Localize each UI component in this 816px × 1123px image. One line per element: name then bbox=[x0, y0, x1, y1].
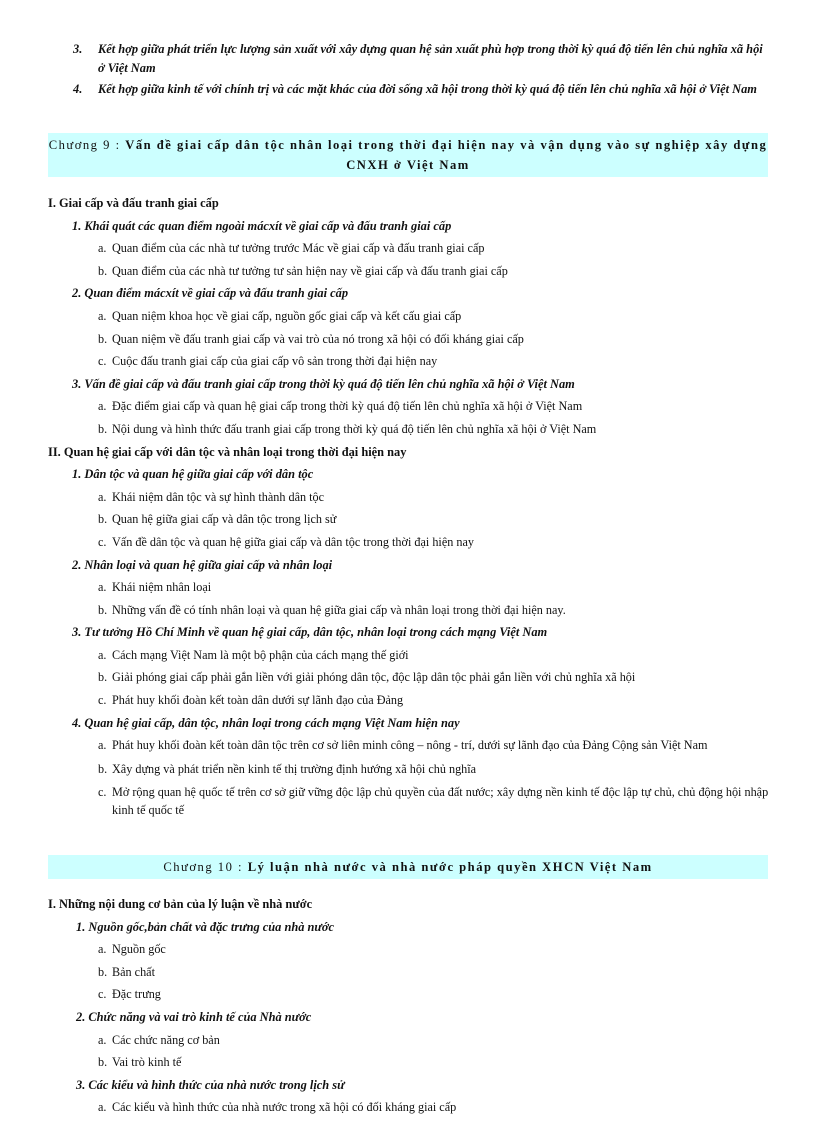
item-number: 4. bbox=[73, 82, 83, 96]
subsection-heading: 4. Quan hệ giai cấp, dân tộc, nhân loại trong cách mạng Việt Nam hiện nay bbox=[72, 715, 460, 730]
list-item: a. Cách mạng Việt Nam là một bộ phận của cách mạng thế giới bbox=[98, 647, 409, 662]
list-item: a. Khái niệm dân tộc và sự hình thành dân tộc bbox=[98, 489, 325, 504]
chapter-prefix: Chương 9 : bbox=[48, 138, 126, 152]
item-text: Kết hợp giữa phát triển lực lượng sản xuất với xây dựng quan hệ sản xuất phù hợp trong thời kỳ quá độ tiến lên chủ nghĩa xã hội ở Việt Nam bbox=[98, 42, 763, 75]
subsection-heading: 3. Tư tưởng Hồ Chí Minh về quan hệ giai cấp, dân tộc, nhân loại trong cách mạng Việt Nam bbox=[72, 625, 548, 640]
list-item: c. Đặc trưng bbox=[98, 987, 161, 1002]
list-item: b. Quan niệm về đấu tranh giai cấp và vai trò của nó trong xã hội có đối kháng giai cấp bbox=[98, 331, 524, 346]
list-item: c. Cuộc đấu tranh giai cấp của giai cấp vô sản trong thời đại hiện nay bbox=[98, 354, 438, 369]
subsection-heading: 3. Vấn đề giai cấp và đấu tranh giai cấp trong thời kỳ quá độ tiến lên chủ nghĩa xã hội ở Việt Nam bbox=[72, 376, 575, 391]
list-item: a. Nguồn gốc bbox=[98, 942, 166, 957]
item-number: 3. bbox=[73, 42, 83, 56]
subsection-heading: 2. Nhân loại và quan hệ giữa giai cấp và nhân loại bbox=[72, 557, 333, 572]
list-item: c. Phát huy khối đoàn kết toàn dân dưới sự lãnh đạo của Đảng bbox=[98, 693, 404, 708]
intro-list bbox=[48, 40, 768, 101]
list-item: b. Quan hệ giữa giai cấp và dân tộc trong lịch sử bbox=[98, 512, 337, 527]
list-item: b. Xây dựng và phát triển nền kinh tế thị trường định hướng xã hội chủ nghĩa bbox=[98, 762, 477, 777]
list-item: a. Các chức năng cơ bản bbox=[98, 1032, 220, 1047]
list-item: b. Bản chất bbox=[98, 964, 155, 979]
section-heading: II. Quan hệ giai cấp với dân tộc và nhân loại trong thời đại hiện nay bbox=[48, 444, 407, 459]
chapter-prefix: Chương 10 : bbox=[163, 860, 248, 874]
subsection-heading: 1. Dân tộc và quan hệ giữa giai cấp với dân tộc bbox=[72, 467, 314, 482]
chapter-title: Vấn đề giai cấp dân tộc nhân loại trong thời đại hiện nay và vận dụng vào sự nghiệp xây dựng CNXH ở Việt Nam bbox=[125, 138, 768, 172]
list-item: a. Quan điểm của các nhà tư tưởng trước Mác về giai cấp và đấu tranh giai cấp bbox=[98, 241, 485, 256]
list-item: b. Những vấn đề có tính nhân loại và quan hệ giữa giai cấp và nhân loại trong thời đại hiện nay. bbox=[98, 602, 566, 617]
list-item: a. Các kiểu và hình thức của nhà nước trong xã hội có đối kháng giai cấp bbox=[98, 1100, 457, 1115]
list-item: c. Mở rộng quan hệ quốc tế trên cơ sở giữ vững độc lập chủ quyền của đất nước; xây dựng nền kinh tế độc lập tự chủ, chủ động hội nhập kinh tế quốc tế bbox=[98, 784, 769, 817]
section-heading: I. Giai cấp và đấu tranh giai cấp bbox=[48, 196, 219, 210]
subsection-heading: 1. Nguồn gốc,bản chất và đặc trưng của nhà nước bbox=[76, 919, 334, 934]
item-text: Kết hợp giữa kinh tế với chính trị và các mặt khác của đời sống xã hội trong thời kỳ quá độ tiến lên chủ nghĩa xã hội ở Việt Nam bbox=[98, 82, 757, 96]
chapter-10-content bbox=[48, 893, 770, 1119]
section-heading: I. Những nội dung cơ bản của lý luận về nhà nước bbox=[48, 897, 313, 911]
list-item: a. Phát huy khối đoàn kết toàn dân tộc trên cơ sở liên minh công – nông - trí, dưới sự lãnh đạo của Đảng Cộng sản Việt Nam bbox=[98, 738, 708, 753]
subsection-heading: 2. Chức năng và vai trò kinh tế của Nhà nước bbox=[76, 1009, 312, 1024]
list-item: a. Khái niệm nhân loại bbox=[98, 580, 212, 595]
list-item: b. Giải phóng giai cấp phải gắn liền với giải phóng dân tộc, độc lập dân tộc phải gắn liền với chủ nghĩa xã hội bbox=[98, 670, 636, 685]
list-item: b. Vai trò kinh tế bbox=[98, 1055, 182, 1070]
list-item bbox=[48, 40, 768, 78]
chapter-title: Lý luận nhà nước và nhà nước pháp quyền XHCN Việt Nam bbox=[247, 860, 653, 874]
subsection-heading: 1. Khái quát các quan điểm ngoài mácxít về giai cấp và đấu tranh giai cấp bbox=[72, 218, 452, 233]
list-item: a. Đặc điểm giai cấp và quan hệ giai cấp trong thời kỳ quá độ tiến lên chủ nghĩa xã hội ở Việt Nam bbox=[98, 399, 583, 414]
list-item: a. Quan niệm khoa học về giai cấp, nguồn gốc giai cấp và kết cấu giai cấp bbox=[98, 308, 462, 323]
subsection-heading: 2. Quan điểm mácxít về giai cấp và đấu tranh giai cấp bbox=[72, 286, 349, 301]
list-item bbox=[48, 80, 768, 99]
chapter-10-banner bbox=[48, 855, 768, 879]
list-item: c. Vấn đề dân tộc và quan hệ giữa giai cấp và dân tộc trong thời đại hiện nay bbox=[98, 534, 474, 549]
chapter-9-content bbox=[48, 192, 770, 821]
subsection-heading: 3. Các kiểu và hình thức của nhà nước trong lịch sử bbox=[76, 1077, 345, 1092]
chapter-9-banner bbox=[48, 133, 768, 177]
list-item: b. Quan điểm của các nhà tư tưởng tư sản hiện nay về giai cấp và đấu tranh giai cấp bbox=[98, 263, 508, 278]
list-item: b. Nội dung và hình thức đấu tranh giai cấp trong thời kỳ quá độ tiến lên chủ nghĩa xã hội ở Việt Nam bbox=[98, 421, 597, 436]
